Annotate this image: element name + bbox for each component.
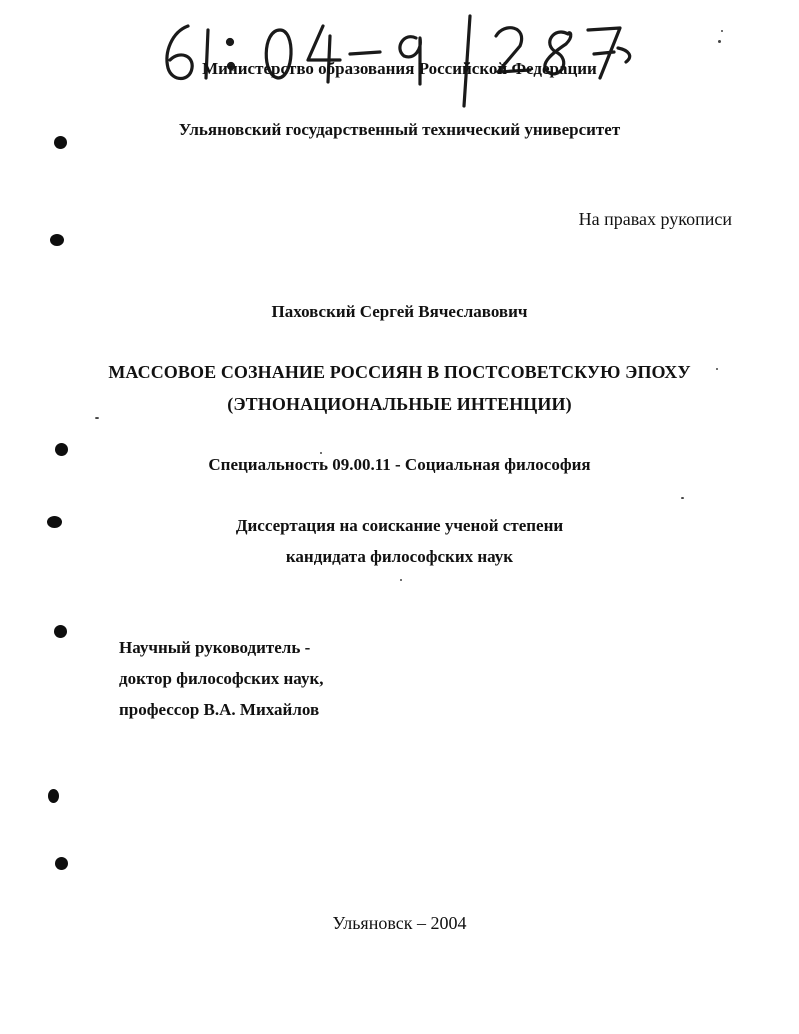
- scan-speck: [320, 452, 322, 454]
- binder-hole: [55, 857, 68, 870]
- binder-hole: [54, 136, 67, 149]
- scan-speck: [716, 368, 718, 370]
- degree-line-1: Диссертация на соискание ученой степени: [235, 516, 564, 535]
- degree-line-2: кандидата философских наук: [285, 547, 514, 566]
- place-year: Ульяновск – 2004: [332, 913, 467, 933]
- supervisor-line-3: профессор В.А. Михайлов: [119, 700, 320, 719]
- scan-speck: [718, 40, 721, 43]
- specialty: Специальность 09.00.11 - Социальная философия: [208, 455, 591, 474]
- binder-hole: [50, 234, 64, 246]
- supervisor-line-1: Научный руководитель -: [119, 638, 311, 657]
- handwritten-archive-code: [158, 8, 648, 108]
- thesis-title-line-1: МАССОВОЕ СОЗНАНИЕ РОССИЯН В ПОСТСОВЕТСКУЮ ЭПОХУ: [108, 362, 691, 382]
- scan-speck: [400, 579, 402, 581]
- binder-hole: [55, 443, 68, 456]
- scan-speck: [721, 30, 723, 32]
- binder-hole: [47, 516, 62, 528]
- scan-speck: [681, 497, 684, 499]
- rights-note: На правах рукописи: [578, 209, 732, 229]
- binder-hole: [54, 625, 67, 638]
- scan-speck: [95, 417, 99, 419]
- ministry-name: Министерство образования Российской Федерации: [202, 59, 597, 78]
- author-name: Паховский Сергей Вячеславович: [271, 302, 528, 321]
- binder-hole: [48, 789, 59, 803]
- thesis-title-line-2: (ЭТНОНАЦИОНАЛЬНЫЕ ИНТЕНЦИИ): [227, 394, 572, 414]
- supervisor-line-2: доктор философских наук,: [119, 669, 324, 688]
- university-name: Ульяновский государственный технический университет: [178, 120, 621, 139]
